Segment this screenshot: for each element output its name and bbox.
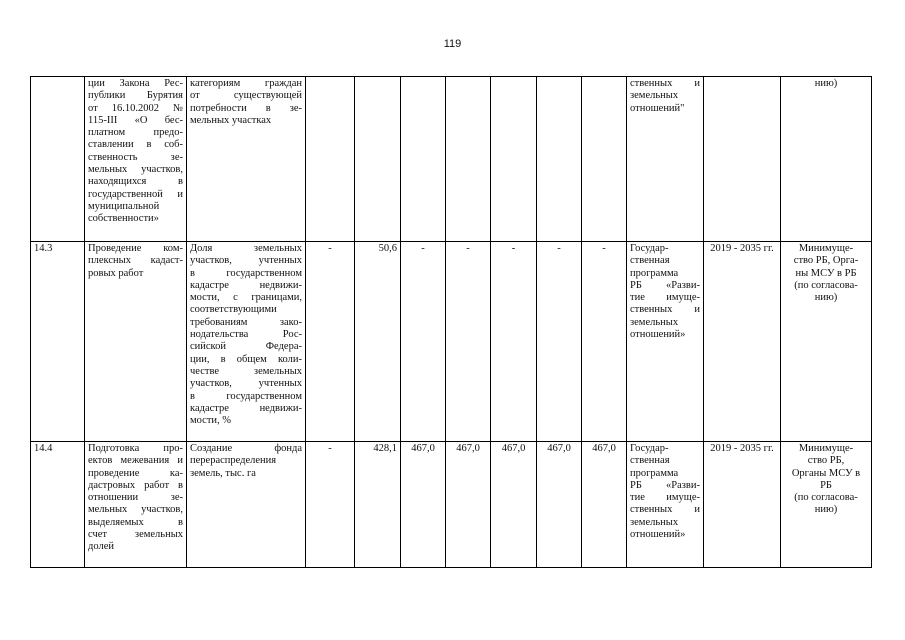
indicator-name-line: мости, % — [190, 415, 232, 427]
table-row — [31, 77, 872, 242]
measure-name-line: ектов межевания и — [88, 455, 183, 467]
value-cell: - — [446, 242, 491, 442]
measure-name-line: дастровых работ в — [88, 479, 183, 491]
indicator-name-line: мельных участках — [190, 114, 272, 126]
row-number — [31, 77, 85, 242]
value-cell — [401, 77, 446, 242]
executor-cell-line: нию) — [814, 292, 838, 304]
value-cell: 467,0 — [582, 442, 627, 568]
executor-cell-line: ство РБ, Орга- — [793, 255, 859, 267]
measure-name-line: ственность зе- — [88, 151, 183, 163]
indicator-name-line: категориям граждан — [190, 78, 302, 89]
executor-cell-line: ство РБ, — [807, 455, 845, 467]
term-cell: 2019 - 2035 гг. — [704, 442, 781, 568]
program-name — [627, 77, 704, 242]
measure-name-line: 115-III «О бес- — [88, 114, 183, 126]
program-name-line: отношений» — [630, 329, 686, 341]
program-name-line: тие имуще- — [630, 292, 700, 304]
program-name-line: ственных и — [630, 504, 700, 516]
program-name-line: ственных и — [630, 304, 700, 316]
value-cell: - — [537, 242, 582, 442]
indicator-name — [187, 242, 306, 442]
measure-name-line: публики Бурятия — [88, 90, 183, 102]
program-name-line: ственная — [630, 255, 670, 267]
indicator-name-line: от существующей — [190, 90, 302, 102]
row-number: 14.3 — [31, 242, 85, 442]
measure-name-line: мельных участков, — [88, 504, 183, 516]
table-row — [31, 242, 872, 442]
value-cell: - — [306, 442, 355, 568]
program-name-line: ственная — [630, 455, 670, 467]
indicator-name-line: участков, учтенных — [190, 378, 302, 390]
measure-name — [85, 442, 187, 568]
indicator-name-line: сийской Федера- — [190, 341, 302, 353]
indicator-name-line: мости, с границами, — [190, 292, 302, 304]
term-cell: 2019 - 2035 гг. — [704, 242, 781, 442]
value-cell: 467,0 — [446, 442, 491, 568]
value-cell: 467,0 — [537, 442, 582, 568]
measure-name-line: мельных участков, — [88, 164, 183, 176]
indicator-name-line: нодательства Рос- — [190, 329, 302, 341]
value-cell: - — [491, 242, 537, 442]
measure-name-line: Подготовка про- — [88, 443, 183, 454]
value-cell — [537, 77, 582, 242]
program-name — [627, 442, 704, 568]
measure-name-line: от 16.10.2002 № — [88, 102, 183, 114]
program-name-line: программа — [630, 267, 679, 279]
indicator-name-line: требованиям зако- — [190, 316, 302, 328]
executor-cell-line: РБ — [820, 479, 832, 491]
measure-name-line: муниципальной — [88, 200, 160, 212]
executor-cell — [781, 77, 872, 242]
value-cell: 428,1 — [355, 442, 401, 568]
program-name — [627, 242, 704, 442]
value-cell: 467,0 — [491, 442, 537, 568]
indicator-name-line: участков, учтенных — [190, 255, 302, 267]
program-name-line: Государ- — [630, 443, 669, 454]
executor-cell-line: Минимуще- — [798, 243, 854, 254]
row-number: 14.4 — [31, 442, 85, 568]
measure-name-line: проведение ка- — [88, 467, 183, 479]
measure-name-line: находящихся в — [88, 176, 183, 188]
value-cell: - — [306, 242, 355, 442]
executor-cell-line: ны МСУ в РБ — [795, 267, 857, 279]
value-cell — [491, 77, 537, 242]
indicator-name-line: перераспределения — [190, 455, 277, 467]
indicator-name-line: кадастре недвижи- — [190, 279, 302, 291]
value-cell — [582, 77, 627, 242]
program-name-line: программа — [630, 467, 679, 479]
program-name-line: ственных и — [630, 78, 700, 89]
program-name-line: Государ- — [630, 243, 669, 254]
measure-name-line: долей — [88, 541, 114, 553]
executor-cell — [781, 242, 872, 442]
measure-name-line: ровых работ — [88, 267, 144, 279]
measure-name-line: собственности» — [88, 213, 159, 225]
executor-cell-line: Минимуще- — [798, 443, 854, 454]
program-measures-table — [30, 76, 872, 568]
table-row — [31, 442, 872, 568]
value-cell — [355, 77, 401, 242]
indicator-name-line: ции, в общем коли- — [190, 353, 302, 365]
measure-name-line: отношении зе- — [88, 492, 183, 504]
indicator-name-line: потребности в зе- — [190, 102, 302, 114]
value-cell: 467,0 — [401, 442, 446, 568]
measure-name-line: плексных кадаст- — [88, 255, 183, 267]
indicator-name-line: честве земельных — [190, 365, 302, 377]
program-name-line: РБ «Разви- — [630, 479, 700, 491]
executor-cell-line: Органы МСУ в — [791, 467, 861, 479]
program-name-line: земельных — [630, 90, 679, 102]
value-cell — [306, 77, 355, 242]
indicator-name-line: в государственном — [190, 390, 302, 402]
program-name-line: земельных — [630, 516, 679, 528]
page-number: 119 — [443, 38, 462, 50]
program-name-line: отношений" — [630, 102, 685, 114]
program-name-line: РБ «Разви- — [630, 279, 700, 291]
program-name-line: земельных — [630, 316, 679, 328]
measure-name — [85, 242, 187, 442]
executor-cell-line: нию) — [814, 78, 838, 89]
measure-name-line: счет земельных — [88, 529, 183, 541]
value-cell: - — [401, 242, 446, 442]
indicator-name-line: кадастре недвижи- — [190, 402, 302, 414]
measure-name-line: выделяемых в — [88, 516, 183, 528]
program-name-line: тие имуще- — [630, 492, 700, 504]
measure-name — [85, 77, 187, 242]
executor-cell — [781, 442, 872, 568]
indicator-name — [187, 77, 306, 242]
measure-name-line: государственной и — [88, 188, 183, 200]
measure-name-line: ставлении в соб- — [88, 139, 183, 151]
measure-name-line: Проведение ком- — [88, 243, 183, 254]
value-cell — [446, 77, 491, 242]
value-cell: - — [582, 242, 627, 442]
term-cell — [704, 77, 781, 242]
value-cell: 50,6 — [355, 242, 401, 442]
measure-name-line: ции Закона Рес- — [88, 78, 183, 89]
indicator-name-line: Доля земельных — [190, 243, 302, 254]
indicator-name-line: соответствующими — [190, 304, 277, 316]
indicator-name-line: в государственном — [190, 267, 302, 279]
measure-name-line: платном предо- — [88, 127, 183, 139]
indicator-name-line: Создание фонда — [190, 443, 302, 454]
indicator-name-line: земель, тыс. га — [190, 467, 256, 479]
executor-cell-line: (по согласова- — [794, 492, 858, 504]
executor-cell-line: (по согласова- — [794, 279, 858, 291]
program-name-line: отношений» — [630, 529, 686, 541]
executor-cell-line: нию) — [814, 504, 838, 516]
indicator-name — [187, 442, 306, 568]
